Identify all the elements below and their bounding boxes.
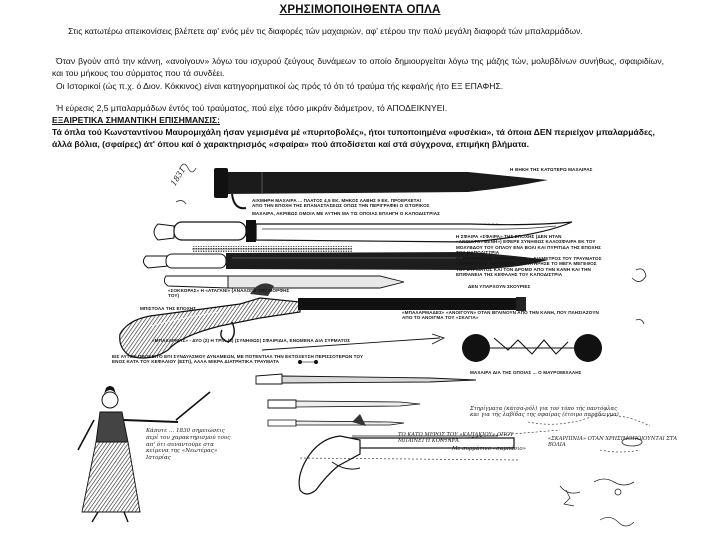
handnote-figure: Κάποτε ... 1830 σημειώσεις περί του χαρακτηρισμού τους απ' ότι συναντούμε στα κείμενα της «Νεωτέρας» Ιστορίας <box>146 428 231 462</box>
paragraph-4: Ή εύρεσις 2,5 μπαλαρμάδων έντός τού τραύματος, πού είχε τόσο μικράν διάμετρον, τό ΑΠΟΔΕΙΚΝΥΕΙ. <box>56 103 448 113</box>
thin-knife-drawing <box>256 374 476 384</box>
bullet-sketches <box>560 269 646 495</box>
small-knife-drawing <box>164 276 404 288</box>
stiletto-drawing <box>268 400 420 426</box>
pellet-diagram <box>192 246 352 252</box>
paragraph-3: Οι Ιστορικοί (ώς π.χ. ό Διον. Κόκκινος) είναι κατηγορηματικοί ώς πρός τό ότι τό τραύμα τής κεφαλής ήτο ΕΞ ΕΠΑΦΗΣ. <box>56 81 504 91</box>
second-pistol-drawing <box>299 414 514 494</box>
caption-wound-note: ΕΙΣ ΑΥΤΟΝ ΠΡΟΚΕΙΤΟ ΕΠΙ ΣΥΝΔΥΑΣΜΟΥ ΔΥΝΑΜΕΩΝ, ΜΕ ΠΟΤΕΝΤΙΑΛ ΤΗΝ ΕΚΤΟΞΕΥΣΗ ΠΕΡΙΣΣΟΤΕΡΩΝ ΤΟΥ ΕΝΟΣ ΚΑΤΑ ΤΟΥ ΚΕΦΑΛΙΟΥ (ΕΣΤΙ), ΑΛΛΑ ΜΙΚΡΑ ΔΙΑΤΡΗΤΙΚΑ ΤΡΑΥΜΑΤΑ <box>112 354 364 365</box>
paragraph-2: Όταν βγούν από την κάννη, «ανοίγουν» λόγω του ισχυρού ζεύγους δυνάμεων το οποίο δημιουργείται λόγω της μάζης τών, μολυβδίνων συνήθως, σφαιριδίων, και του μήκους του σύρματος που τά συνδέει. <box>52 56 664 78</box>
handnote-kapaki: ΤΟ ΚΑΤΩ ΜΕΡΟΣ ΤΟΥ «ΚΑΠΑΚΙΟΥ» ΟΠΟΥ ΜΠΑΙΝΕΙ Η ΚΟΝΤΑΡΑ <box>398 432 514 445</box>
caption-pistol-era: ΜΠΙΣΤΟΛΑ ΤΗΣ ΕΠΟΧΗΣ <box>140 306 197 311</box>
caption-knife-same: ΜΑΧΑΙΡΑ, ΑΚΡΙΒΩΣ ΟΜΟΙΑ ΜΕ ΑΥΤΗΝ ΜΑ ΤΙΣ ΟΠΟΙΑΣ ΕΠΛΗΓΗ Ο ΚΑΠΟΔΙΣΤΡΙΑΣ <box>252 211 441 216</box>
year-note: 1831 <box>168 165 188 188</box>
handnote-supports: Στηρίγματα (κάτσα-ρόλ) για τον τύπο τής παντόφλας και για τής λαβίδας της σφαίρας (έτοιμο παράδειγμα) <box>470 406 619 419</box>
weapons-illustration-plate <box>0 150 720 540</box>
caption-no-blood: ΔΕΝ ΥΠΑΡΧΟΥΝ ΣΚΟΥΡΙΕΣ <box>468 284 531 289</box>
corner-doodle <box>564 490 634 526</box>
page-title: ΧΡΗΣΙΜΟΠΟΙΗΘΕΝΤΑ ΟΠΛΑ <box>279 4 441 16</box>
caption-balarmades-note: ΜΠΑΛΑΡΜΑΔΕΣ ΜΑΧΑΙΡΙΔΙΩΝ ... ΔΙΑΜΕΤΡΟΣ ΤΟΥ ΤΡΑΥΜΑΤΟΣ ΠΕΡΙΠΟΥ ΕΝΑ ΕΚΑΤΟΣΤΟ. ΠΑΡΑΤΗΡΗΣΕ ΤΟ ΜΕΓΑ ΜΕΓΕΘΟΣ ΤΟΥ ΣΥΡΜΑΤΟΣ ΚΑΙ ΤΟΝ ΔΡΟΜΟ ΑΠΟ ΤΗΝ ΚΑΝΗ ΚΑΙ ΤΗΝ ΕΠΙΦΑΝΕΙΑ ΤΗΣ ΚΕΦΑΛΗΣ ΤΟΥ ΚΑΠΟΔΙΣΤΡΙΑ <box>456 256 602 278</box>
handnote-sampanio: Με συρμάτινο «σαμπάνιο» <box>452 446 526 452</box>
notice-heading: ΕΞΑΙΡΕΤΙΚΑ ΣΗΜΑΝΤΙΚΗ ΕΠΙΣΗΜΑΝΣΙΣ: <box>52 115 220 125</box>
notice-body: Τά όπλα τού Κωνσταντίνου Μαυρομιχάλη ήσαν γεμισμένα μέ «πυριτοβολές», ήτοι τυποποιημένα «φυσέκια», τά όποια ΔΕΝ περιείχον μπαλαρμάδες, άλλά βόλια, (σφαίρες) άτ' όπου καί ό χαρακτηρισμός «σφαίρα» πού άποδίσεται καί στά σύγχρονα, επιμήκη βλήματα. <box>52 127 655 149</box>
caption-knife-mavro: ΜΑΧΑΙΡΑ ΔΙΑ ΤΗΣ ΟΠΟΙΑΣ ... Ο ΜΑΥΡΟΜΙΧΑΛΗΣ <box>470 370 582 375</box>
caption-hilt: «ΣΟΚΚΟΡΑΣ» Η «ΑΤΑΓΑΝΙ» (ΑΝΑΛΟΓΗ ΤΗΣ ΜΟΡΦΗΣ ΤΟΥ) <box>168 288 290 299</box>
caption-dagger-note: ΑΙΧΜΗΡΗ ΜΑΧΑΙΡΑ ... ΠΛΑΤΟΣ 4,5 ΕΚ. ΜΗΚΟΣ ΛΑΒΗΣ 9 ΕΚ. ΠΡΟΕΡΧΕΤΑΙ ΑΠΟ ΤΗΝ ΕΠΟΧΗ ΤΗΣ ΕΠΑΝΑΣΤΑΣΕΩΣ ΟΠΩΣ ΤΗΝ ΠΕΡΙΓΡΑΦΕΙ Ο ΙΣΤΟΡΙΚΟΣ <box>252 198 430 209</box>
paragraph-1: Στις κατωτέρω απεικονίσεις βλέπετε αφ' ενός μέν τις διαφορές τών μαχαιριών, αφ' ετέρου την πολύ μεγάλη διαφορά τών μπαλαρμάδων. <box>68 26 583 36</box>
caption-opening-note: «ΜΠΑΛΑΡΜΑΔΕΣ» «ΑΝΟΙΓΟΥΝ» ΟΤΑΝ ΒΓΑΙΝΟΥΝ ΑΠΟ ΤΗΝ ΚΑΝΗ, ΠΟΥ ΠΛΗΣΙΑΖΟΥΝ ΑΠΟ ΤΟ ΑΝΟΙΓΜΑ ΤΟΥ «ΣΚΑΓΙΑ» <box>402 310 599 321</box>
caption-balarmades-two: «ΜΠΑΛΑΡΜΑΣ» - ΔΥΟ (2) Η ΤΡΙΑ (3) (ΣΥΝΗΘΩΣ) ΣΦΑΙΡΙΔΙΑ, ΕΝΩΜΕΝΑ ΔΙΑ ΣΥΡΜΑΤΟΣ <box>152 338 351 343</box>
caption-bullet-note: Η ΣΦΑΙΡΑ «ΣΦΑΙΡΑ» ΤΗΣ ΕΠΟΧΗΣ (ΔΕΝ ΗΤΑΝ «ΑΝΟΙΚΤΟΥΜΕΝΗ») ΕΦΕΡΕ ΣΥΝΗΘΩΣ ΚΑΛΟΣΦΑΙΡΑ ΕΚ ΤΟΥ ΜΟΛΥΒΔΟΥ ΤΟΥ ΟΠΛΟΥ ΕΝΑ ΒΟΛΙ ΚΑΙ ΠΥΡΙΤΙΔΑ ΤΗΣ ΕΠΟΧΗΣ ΤΟΥ ΚΑΠΟΔΙΣΤΡΙΑ <box>456 234 601 256</box>
handnote-skarpinia: «ΣΚΑΡΠΙΝΙΑ» ΟΤΑΝ ΧΡΗΣΙΜΟΠΟΙΟΥΝΤΑΙ ΣΤΑ ΒΟΛΙΑ <box>548 436 678 449</box>
notice-heading-line <box>52 115 664 127</box>
caption-sheath: Η ΘΗΚΗ ΤΗΣ ΚΑΤΩΤΕΡΩ ΜΑΧΑΙΡΑΣ <box>510 167 593 172</box>
